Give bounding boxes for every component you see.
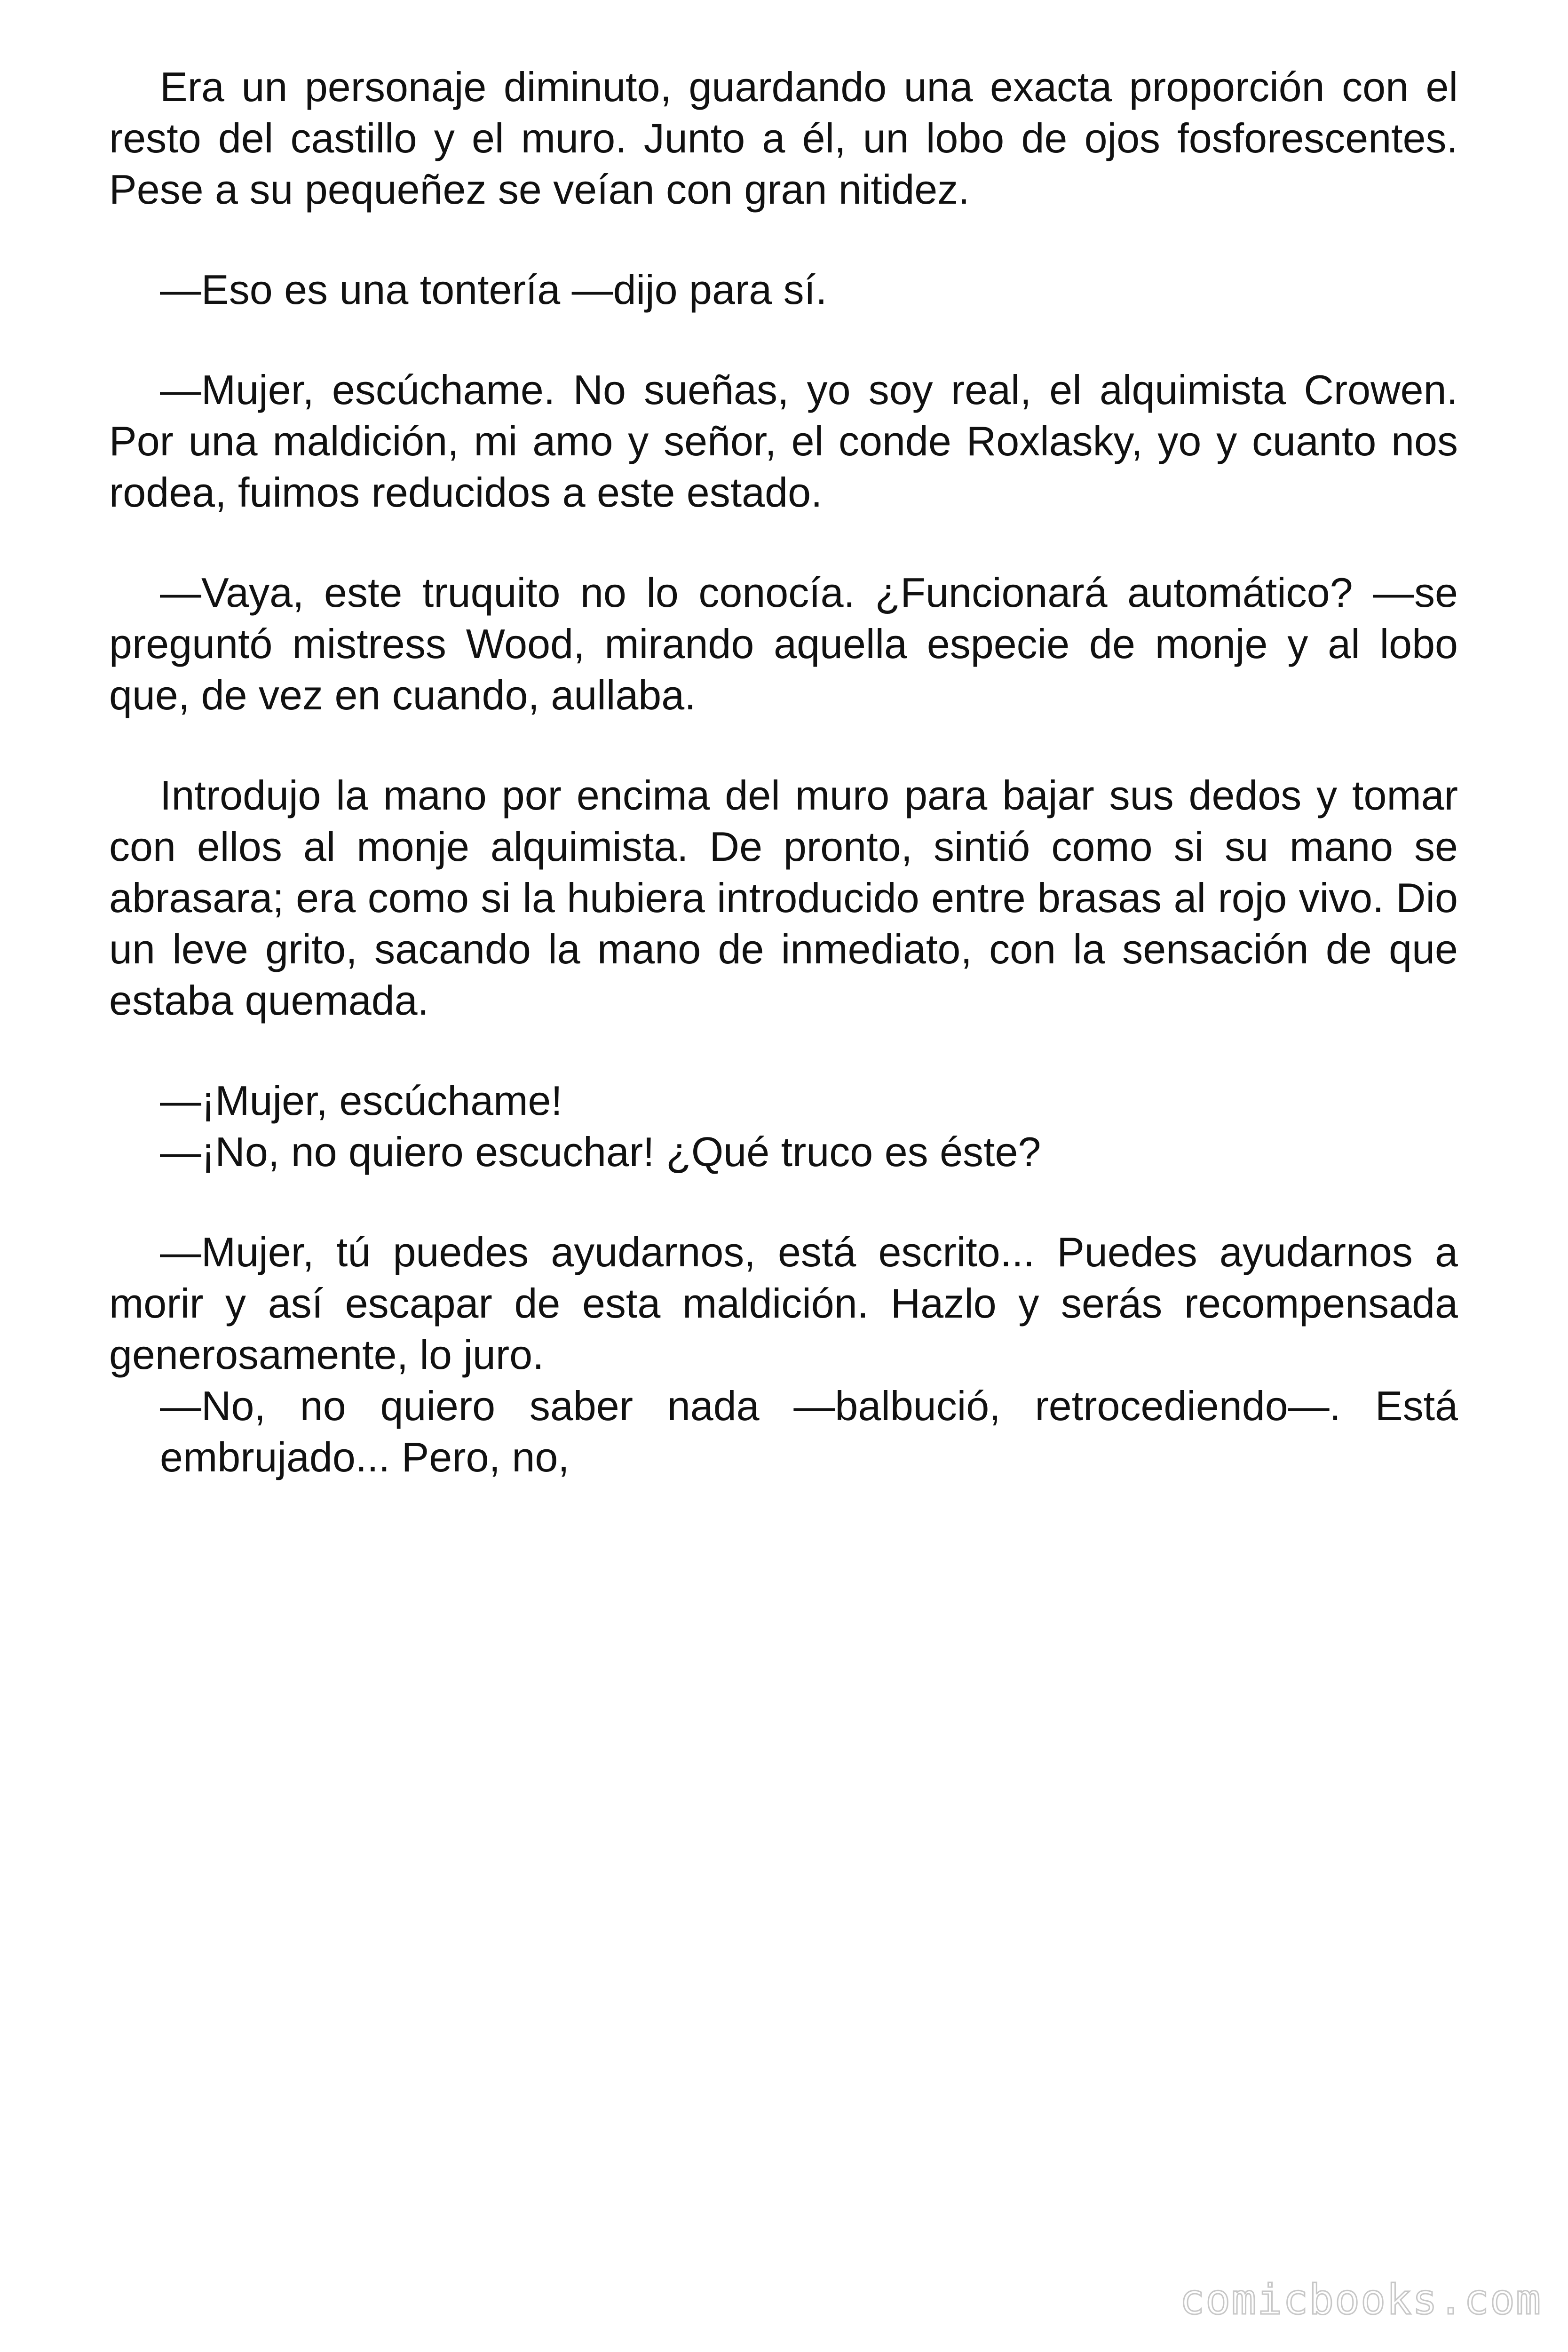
book-page bbox=[109, 61, 1458, 1483]
paragraph-5: Introdujo la mano por encima del muro para bajar sus dedos y tomar con ellos al monje alquimista. De pronto, sintió como si su mano se abrasara; era como si la hubiera introducido entre brasas al rojo vivo. Dio un leve grito, sacando la mano de inmediato, con la sensación de que estaba quemada. bbox=[109, 772, 1458, 1024]
paragraph-7: —¡No, no quiero escuchar! ¿Qué truco es éste? bbox=[160, 1128, 1041, 1175]
paragraph-2: —Eso es una tontería —dijo para sí. bbox=[160, 266, 827, 313]
watermark: comicbooks.com bbox=[1180, 2275, 1542, 2324]
paragraph-3: —Mujer, escúchame. No sueñas, yo soy real, el alquimista Crowen. Por una maldición, mi amo y señor, el conde Roxlasky, yo y cuanto nos rodea, fuimos reducidos a este estado. bbox=[109, 366, 1458, 516]
paragraph-4: —Vaya, este truquito no lo conocía. ¿Funcionará automático? —se preguntó mistress Wood, mirando aquella especie de monje y al lobo que, de vez en cuando, aullaba. bbox=[109, 569, 1458, 718]
paragraph-8: —Mujer, tú puedes ayudarnos, está escrito... Puedes ayudarnos a morir y así escapar de esta maldición. Hazlo y serás recompensada generosamente, lo juro. bbox=[109, 1229, 1458, 1378]
paragraph-9: —No, no quiero saber nada —balbució, retrocediendo—. Está embrujado... Pero, no, bbox=[160, 1383, 1458, 1480]
paragraph-6: —¡Mujer, escúchame! bbox=[160, 1077, 562, 1124]
paragraph-1: Era un personaje diminuto, guardando una exacta proporción con el resto del castillo y el muro. Junto a él, un lobo de ojos fosforescentes. Pese a su pequeñez se veían con gran nitidez. bbox=[109, 64, 1458, 213]
